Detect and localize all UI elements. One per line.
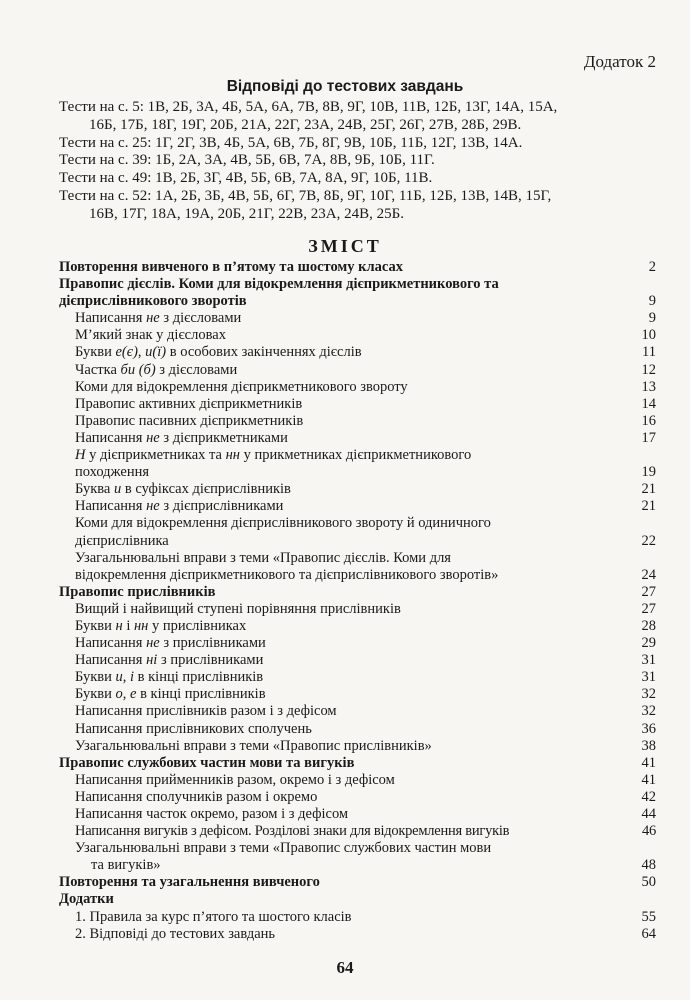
answers-title: Відповіді до тестових завдань	[226, 78, 464, 95]
page-number: 64	[336, 958, 354, 977]
toc-entry: Написання не з дієприкметниками 17	[75, 429, 656, 446]
toc-page-number: 24	[641, 566, 656, 583]
toc-entry: Буква и в суфіксах дієприслівників 21	[75, 481, 656, 498]
toc-page-number: 12	[641, 361, 656, 378]
toc-page-number: 21	[641, 481, 656, 498]
toc-entry: Коми для відокремлення дієприслівникового звороту й одиничного дієприслівника 22	[75, 515, 656, 549]
toc-entry: Написання вигуків з дефісом. Розділові знаки для відокремлення вигуків 46	[75, 823, 656, 840]
toc-section: Правопис прислівників 27	[59, 583, 656, 600]
toc-page-number: 48	[641, 857, 656, 874]
toc-page-number: 32	[641, 686, 656, 703]
toc-entry: Написання часток окремо, разом і з дефісом 44	[75, 806, 656, 822]
answers-line: Тести на с. 49: 1В, 2Б, 3Г, 4В, 5Б, 6В, 7А, 8А, 9Г, 10Б, 11В.	[59, 170, 433, 187]
toc-page-number: 50	[641, 874, 656, 891]
toc-page-number: 19	[641, 464, 656, 481]
toc-page-number: 27	[641, 600, 656, 617]
toc-title: ЗМІСТ	[308, 236, 382, 256]
appendix-label: Додаток 2	[583, 52, 656, 71]
toc-page-number: 42	[641, 788, 656, 805]
toc-entry: Написання прийменників разом, окремо і з дефісом 41	[75, 771, 656, 788]
answers-line: Тести на с. 5: 1В, 2Б, 3А, 4Б, 5А, 6А, 7В, 8В, 9Г, 10В, 11В, 12Б, 13Г, 14А, 15А,	[59, 99, 558, 115]
toc-entry: Букви н і нн у прислівниках 28	[75, 617, 656, 634]
toc-entry: Написання прислівників разом і з дефісом 32	[75, 703, 656, 720]
toc-page-number: 55	[641, 908, 656, 925]
toc-entry: Коми для відокремлення дієприкметникового звороту 13	[75, 378, 656, 395]
toc-page-number: 16	[641, 412, 656, 429]
toc-entry: Написання не з дієприслівниками 21	[75, 498, 656, 515]
toc-section: Додатки	[59, 891, 114, 908]
toc-page-number: 13	[641, 378, 656, 395]
answers-line: Тести на с. 39: 1Б, 2А, 3А, 4В, 5Б, 6В, 7А, 8В, 9Б, 10Б, 11Г.	[59, 152, 435, 169]
toc-entry: Правопис активних дієприкметників 14	[75, 395, 656, 412]
toc-page-number: 17	[641, 429, 656, 446]
toc-entry: М’який знак у дієсловах 10	[75, 327, 656, 344]
answers-line: Тести на с. 25: 1Г, 2Г, 3В, 4Б, 5А, 6В, 7Б, 8Г, 9В, 10Б, 11Б, 12Г, 13В, 14А.	[59, 134, 523, 151]
toc-entry: Узагальнювальні вправи з теми «Правопис прислівників» 38	[75, 737, 656, 754]
toc-entry: 2. Відповіді до тестових завдань 64	[75, 925, 656, 942]
toc-page-number: 11	[642, 344, 656, 361]
toc-page-number: 9	[648, 310, 656, 327]
toc-page-number: 38	[641, 737, 656, 754]
toc-page-number: 28	[641, 617, 656, 634]
toc-section: Правопис службових частин мови та вигуків 41	[59, 754, 656, 771]
toc-entry: Вищий і найвищий ступені порівняння прислівників 27	[75, 600, 656, 617]
toc-page-number: 9	[648, 293, 656, 310]
toc-entry: Узагальнювальні вправи з теми «Правопис службових частин мови та вигуків» 48	[75, 840, 656, 874]
toc-page-number: 22	[641, 532, 656, 549]
toc-section: Правопис дієслів. Коми для відокремлення дієприкметникового та дієприслівникового зворотів 9	[59, 276, 656, 310]
toc-page-number: 31	[641, 652, 656, 669]
toc-entry: Частка би (б) з дієсловами 12	[75, 361, 656, 378]
toc-entry: Написання сполучників разом і окремо 42	[75, 788, 656, 805]
toc-section: Повторення та узагальнення вивченого 50	[59, 874, 656, 891]
toc-page-number: 31	[641, 669, 656, 686]
toc-entry: Написання ні з прислівниками 31	[75, 652, 656, 669]
answers-line: 16В, 17Г, 18А, 19А, 20Б, 21Г, 22В, 23А, 24В, 25Б.	[89, 205, 404, 222]
toc-page-number: 21	[641, 498, 656, 515]
answers-line: Тести на с. 52: 1А, 2Б, 3Б, 4В, 5Б, 6Г, 7В, 8Б, 9Г, 10Г, 11Б, 12Б, 13В, 14В, 15Г,	[59, 187, 552, 204]
toc-page-number: 32	[641, 703, 656, 720]
toc-entry: Написання не з прислівниками 29	[75, 635, 656, 652]
toc-page-number: 29	[641, 635, 656, 652]
answers-line: 16Б, 17Б, 18Г, 19Г, 20Б, 21А, 22Г, 23А, 24В, 25Г, 26Г, 27В, 28Б, 29В.	[89, 116, 522, 133]
toc-entry: Написання прислівникових сполучень 36	[75, 720, 656, 737]
toc-page-number: 36	[641, 720, 656, 737]
toc-section: Повторення вивченого в п’ятому та шостому класах 2	[59, 259, 656, 275]
toc-entry: Букви о, е в кінці прислівників 32	[75, 686, 656, 703]
toc-entry: Правопис пасивних дієприкметників 16	[75, 412, 656, 429]
toc-entry: 1. Правила за курс п’ятого та шостого класів 55	[75, 908, 656, 925]
table-of-contents	[59, 259, 656, 943]
toc-entry: Букви е(є), и(ї) в особових закінченнях дієслів 11	[75, 344, 656, 361]
toc-page-number: 44	[641, 806, 656, 822]
toc-page-number: 41	[641, 754, 656, 771]
toc-entry: Н у дієприкметниках та нн у прикметниках дієприкметникового походження 19	[75, 447, 656, 481]
toc-page-number: 64	[641, 925, 656, 942]
toc-entry: Написання не з дієсловами 9	[75, 310, 656, 327]
toc-page-number: 27	[641, 583, 656, 600]
toc-entry: Узагальнювальні вправи з теми «Правопис дієслів. Коми для відокремлення дієприкметникового та дієприслівникового зворотів» 24	[75, 549, 656, 583]
toc-page-number: 46	[642, 823, 656, 840]
answers-block	[59, 99, 656, 224]
toc-entry: Букви и, і в кінці прислівників 31	[75, 669, 656, 686]
toc-page-number: 10	[641, 327, 656, 344]
toc-page-number: 14	[641, 395, 656, 412]
toc-page-number: 2	[648, 259, 656, 275]
toc-page-number: 41	[641, 771, 656, 788]
